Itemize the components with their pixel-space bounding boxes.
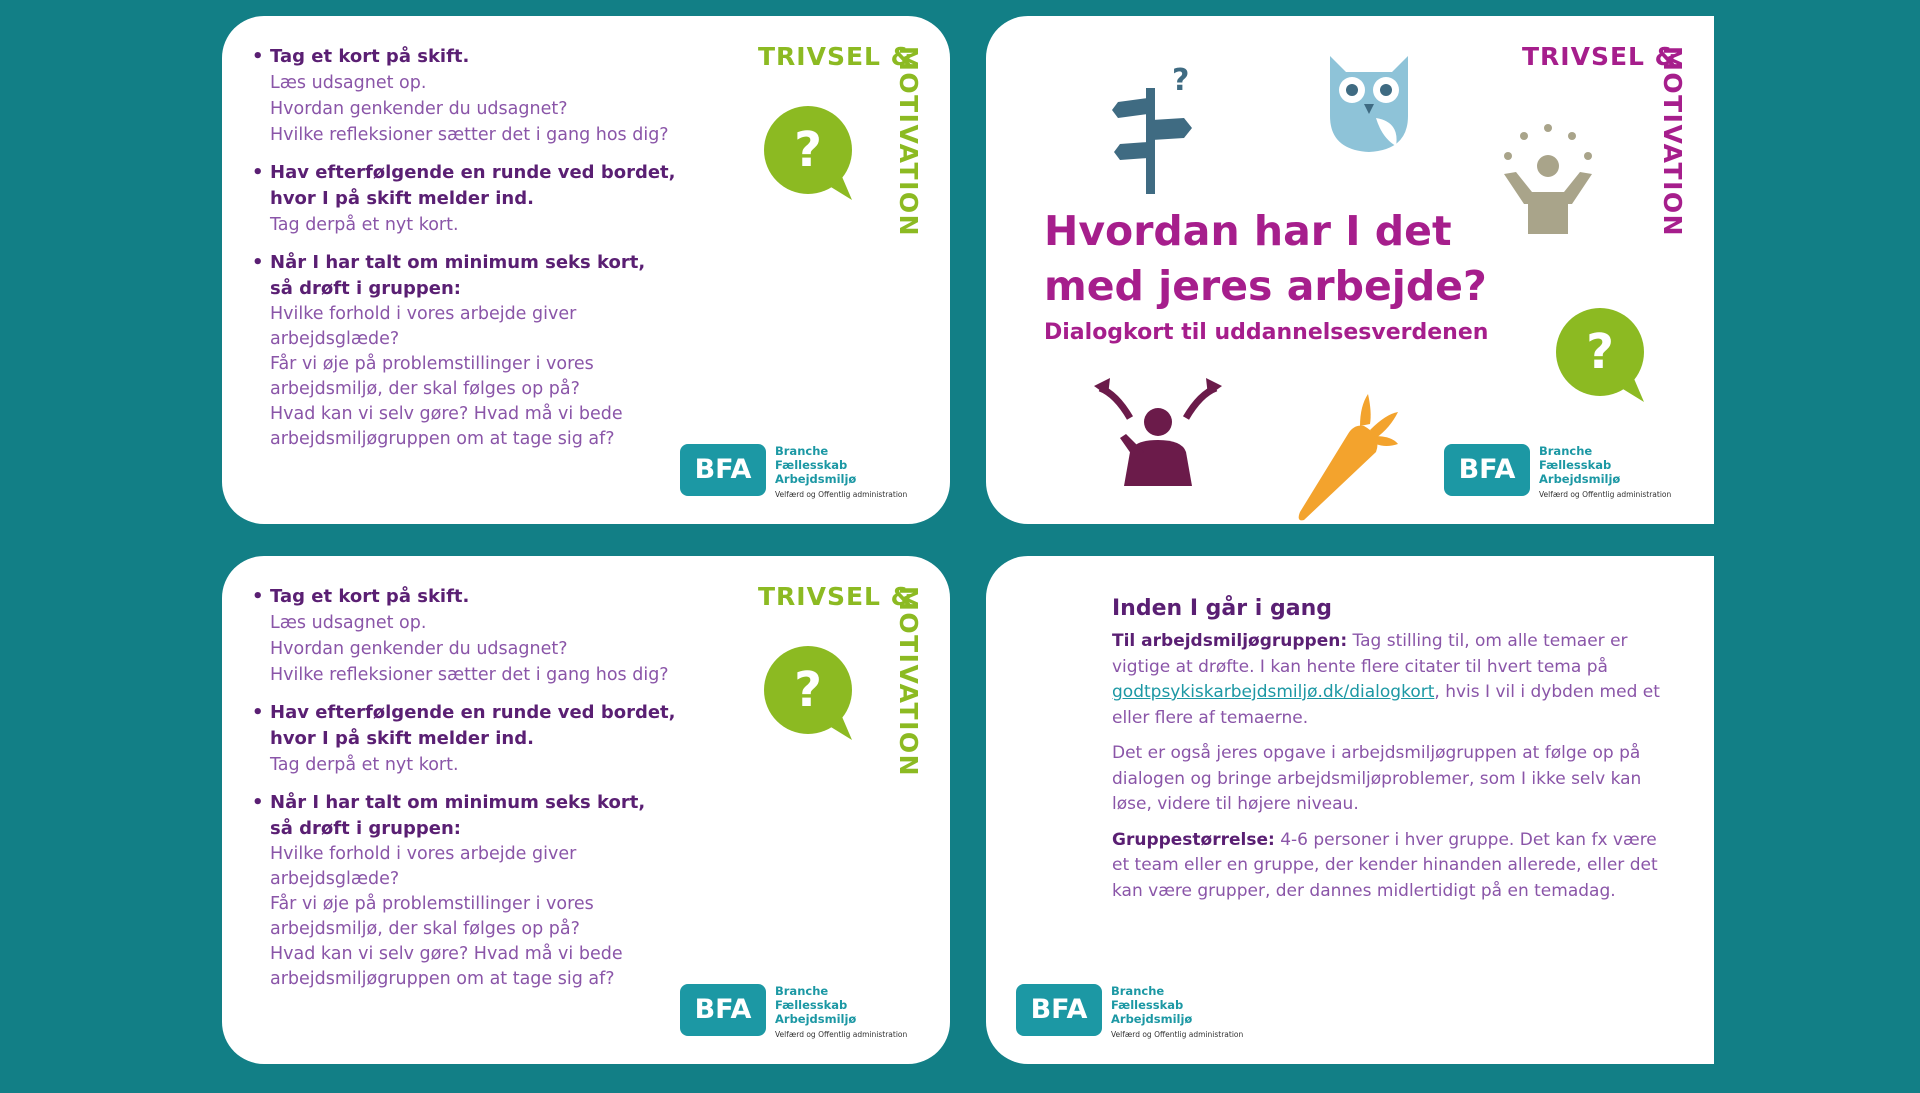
bfa-tagline: Velfærd og Offentlig administration [1539, 490, 1672, 499]
step-3-title: • Når I har talt om minimum seks kort, så drøft i gruppen: [252, 250, 702, 302]
step-2-line: Tag derpå et nyt kort. [270, 755, 459, 775]
theme-title-trivsel: TRIVSEL & [758, 582, 914, 611]
info-heading: Inden I går i gang [1112, 596, 1332, 621]
cover-card [986, 16, 1714, 524]
svg-text:?: ? [1586, 324, 1614, 380]
step-1-line: Hvordan genkender du udsagnet? [270, 99, 568, 119]
step-1-line: Hvilke refleksioner sætter det i gang hos dig? [270, 665, 669, 685]
step-3-line: Hvilke forhold i vores arbejde giver [270, 844, 577, 864]
signpost-icon [1112, 58, 1194, 196]
info-paragraph-1: Til arbejdsmiljøgruppen: Tag stilling til, om alle temaer er vigtige at drøfte. I kan hente flere citater til hvert tema på godtpsykiskarbejdsmiljø.dk/dialogkort, hvis I vil i dybden med et eller flere af temaerne. [1112, 631, 1660, 728]
instruction-card-top [222, 16, 950, 524]
step-3-line: arbejdsglæde? [270, 329, 400, 349]
bfa-logo-mark: BFA [680, 444, 766, 496]
bfa-tagline: Velfærd og Offentlig administration [1111, 1030, 1244, 1039]
question-bubble-icon [764, 104, 860, 204]
theme-title-motivation: MOTIVATION [894, 46, 923, 238]
bfa-tagline: Velfærd og Offentlig administration [775, 490, 908, 499]
theme-title-trivsel: TRIVSEL & [758, 42, 914, 71]
owl-icon [1324, 46, 1414, 156]
instruction-list [252, 584, 702, 992]
person-choice-icon [1094, 378, 1222, 488]
question-bubble-icon [1556, 306, 1652, 406]
step-3-line: Får vi øje på problemstillinger i vores [270, 894, 594, 914]
info-paragraph-2: Det er også jeres opgave i arbejdsmiljøgruppen at følge op på dialogen og bringe arbejdsmiljøproblemer, som I ikke selv kan løse, videre til højere niveau. [1112, 743, 1642, 814]
cover-subtitle: Dialogkort til uddannelsesverdenen [1044, 320, 1489, 345]
step-3-line: arbejdsmiljø, der skal følges op på? [270, 379, 580, 399]
carrot-icon [1294, 392, 1398, 524]
step-1-line: Læs udsagnet op. [270, 613, 427, 633]
svg-text:?: ? [794, 662, 822, 718]
step-1-line: Hvordan genkender du udsagnet? [270, 639, 568, 659]
step-3-line: Hvilke forhold i vores arbejde giver [270, 304, 577, 324]
step-3-title: • Når I har talt om minimum seks kort, så drøft i gruppen: [252, 790, 702, 842]
question-bubble-icon [764, 644, 860, 744]
bfa-logo: BFA Branche Fællesskab Arbejdsmiljø Velfærd og Offentlig administration [1444, 444, 1694, 506]
step-1-line: Hvilke refleksioner sætter det i gang hos dig? [270, 125, 669, 145]
step-3-line: arbejdsmiljøgruppen om at tage sig af? [270, 969, 615, 989]
bfa-logo-mark: BFA [1444, 444, 1530, 496]
step-3-line: arbejdsmiljøgruppen om at tage sig af? [270, 429, 615, 449]
svg-text:?: ? [794, 122, 822, 178]
theme-title-motivation: MOTIVATION [894, 586, 923, 778]
step-1-title: • Tag et kort på skift. [252, 584, 702, 610]
info-content [1112, 596, 1672, 914]
dialogkort-link[interactable]: godtpsykiskarbejdsmiljø.dk/dialogkort [1112, 682, 1435, 702]
step-3-line: arbejdsglæde? [270, 869, 400, 889]
theme-title-motivation: MOTIVATION [1658, 46, 1687, 238]
bfa-tagline: Velfærd og Offentlig administration [775, 1030, 908, 1039]
info-card [986, 556, 1714, 1064]
info-paragraph-3: Gruppestørrelse: 4-6 personer i hver gruppe. Det kan fx være et team eller en gruppe, der kender hinanden allerede, eller det kan være grupper, der dannes midlertidigt på en temadag. [1112, 829, 1658, 901]
step-2-title: • Hav efterfølgende en runde ved bordet, hvor I på skift melder ind. [252, 160, 702, 212]
bfa-logo-mark: BFA [680, 984, 766, 1036]
step-3-line: Hvad kan vi selv gøre? Hvad må vi bede [270, 404, 623, 424]
step-2-title: • Hav efterfølgende en runde ved bordet, hvor I på skift melder ind. [252, 700, 702, 752]
step-3-line: Hvad kan vi selv gøre? Hvad må vi bede [270, 944, 623, 964]
instruction-list [252, 44, 702, 452]
instruction-card-bottom [222, 556, 950, 1064]
bfa-logo: BFA Branche Fællesskab Arbejdsmiljø Velfærd og Offentlig administration [680, 444, 930, 506]
bfa-logo: BFA Branche Fællesskab Arbejdsmiljø Velfærd og Offentlig administration [1016, 984, 1266, 1046]
cover-title: Hvordan har I det med jeres arbejde? [1044, 207, 1487, 310]
bfa-logo: BFA Branche Fællesskab Arbejdsmiljø Velfærd og Offentlig administration [680, 984, 930, 1046]
step-2-line: Tag derpå et nyt kort. [270, 215, 459, 235]
juggler-icon [1496, 122, 1600, 242]
step-1-line: Læs udsagnet op. [270, 73, 427, 93]
step-3-line: arbejdsmiljø, der skal følges op på? [270, 919, 580, 939]
svg-text:?: ? [1172, 63, 1190, 98]
bfa-logo-mark: BFA [1016, 984, 1102, 1036]
step-3-line: Får vi øje på problemstillinger i vores [270, 354, 594, 374]
theme-title-trivsel: TRIVSEL & [1522, 42, 1678, 71]
step-1-title: • Tag et kort på skift. [252, 44, 702, 70]
